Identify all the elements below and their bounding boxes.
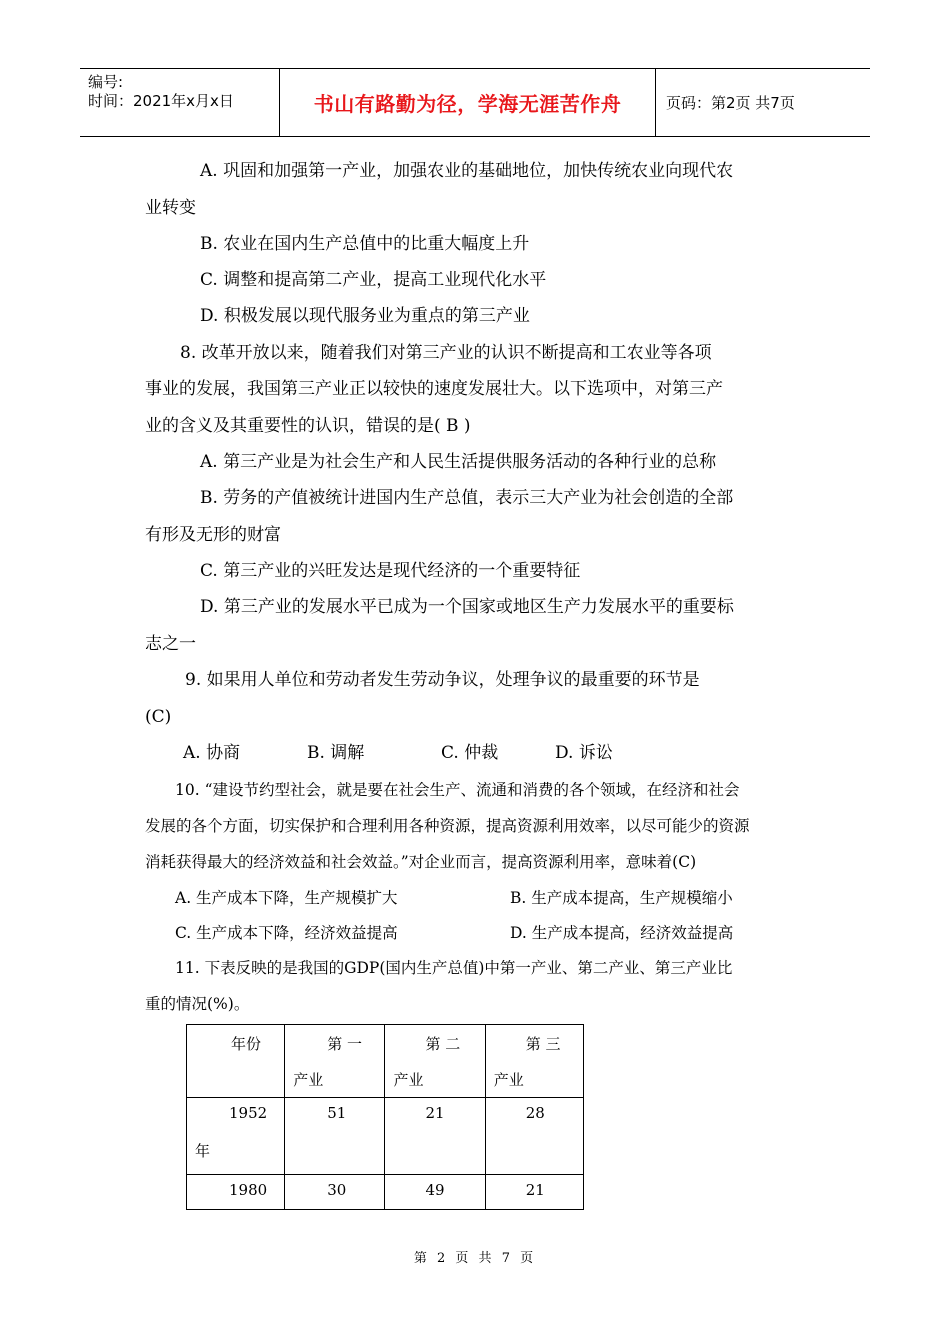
- q8-option-a: A. 第三产业是为社会生产和人民生活提供服务活动的各种行业的总称: [200, 452, 717, 472]
- q9-option-d: D. 诉讼: [555, 743, 613, 763]
- row1-year-suffix: 年: [195, 1142, 211, 1160]
- header-secondary-2: 产业: [393, 1071, 424, 1089]
- q7-option-a-cont: 业转变: [145, 198, 196, 218]
- q8-option-d: D. 第三产业的发展水平已成为一个国家或地区生产力发展水平的重要标: [200, 597, 734, 617]
- q10-stem-cont1: 发展的各个方面，切实保护和合理利用各种资源，提高资源利用效率，以尽可能少的资源: [145, 817, 750, 835]
- q7-option-a: A. 巩固和加强第一产业，加强农业的基础地位，加快传统农业向现代农: [200, 161, 734, 181]
- q10-stem: 10. “建设节约型社会，就是要在社会生产、流通和消费的各个领域，在经济和社会: [175, 781, 740, 799]
- q8-option-d-cont: 志之一: [145, 634, 196, 654]
- row1-tertiary: 28: [525, 1104, 545, 1122]
- q9-option-b: B. 调解: [307, 743, 365, 763]
- row1-year: 1952: [229, 1104, 268, 1122]
- header-page-info: 页码：第2页 共7页: [666, 94, 795, 112]
- table-row: [187, 1025, 584, 1098]
- q8-option-c: C. 第三产业的兴旺发达是现代经济的一个重要特征: [200, 561, 581, 581]
- q8-stem: 8. 改革开放以来，随着我们对第三产业的认识不断提高和工农业等各项: [180, 343, 712, 363]
- header-tertiary-2: 产业: [493, 1071, 524, 1089]
- time-label: 时间：2021年x月x日: [88, 92, 234, 110]
- q10-option-a: A. 生产成本下降，生产规模扩大: [175, 889, 398, 907]
- header-primary-1: 第 一: [327, 1035, 363, 1053]
- q9-option-a: A. 协商: [183, 743, 241, 763]
- header-meta: [80, 69, 280, 136]
- page-header: [80, 68, 870, 137]
- q11-stem: 11. 下表反映的是我国的GDP(国内生产总值)中第一产业、第二产业、第三产业比: [175, 959, 733, 977]
- row1-primary: 51: [327, 1104, 347, 1122]
- header-secondary-1: 第 二: [425, 1035, 461, 1053]
- q9-option-c: C. 仲裁: [441, 743, 499, 763]
- row1-secondary: 21: [425, 1104, 445, 1122]
- q7-option-d: D. 积极发展以现代服务业为重点的第三产业: [200, 306, 530, 326]
- gdp-table: [186, 1024, 584, 1210]
- row2-year: 1980: [229, 1181, 268, 1199]
- q8-option-b-cont: 有形及无形的财富: [145, 525, 281, 545]
- header-primary-2: 产业: [293, 1071, 324, 1089]
- q8-stem-cont2: 业的含义及其重要性的认识，错误的是( B ): [145, 416, 471, 436]
- q9-stem: 9. 如果用人单位和劳动者发生劳动争议，处理争议的最重要的环节是: [185, 670, 700, 690]
- header-tertiary-1: 第 三: [525, 1035, 561, 1053]
- q7-option-c: C. 调整和提高第二产业，提高工业现代化水平: [200, 270, 547, 290]
- q8-stem-cont1: 事业的发展，我国第三产业正以较快的速度发展壮大。以下选项中，对第三产: [145, 379, 723, 399]
- q9-answer: (C): [145, 707, 172, 727]
- header-motto: 书山有路勤为径，学海无涯苦作舟: [280, 69, 656, 136]
- row2-secondary: 49: [425, 1181, 445, 1199]
- table-row: [187, 1098, 584, 1175]
- q8-option-b: B. 劳务的产值被统计进国内生产总值，表示三大产业为社会创造的全部: [200, 488, 734, 508]
- q11-stem-cont: 重的情况(%)。: [145, 995, 250, 1013]
- q10-option-b: B. 生产成本提高，生产规模缩小: [510, 889, 733, 907]
- row2-tertiary: 21: [525, 1181, 545, 1199]
- q10-option-c: C. 生产成本下降，经济效益提高: [175, 924, 398, 942]
- q10-stem-cont2: 消耗获得最大的经济效益和社会效益。”对企业而言，提高资源利用率，意味着(C): [145, 853, 697, 871]
- number-label: 编号:: [88, 73, 124, 91]
- page-footer: 第 2 页 共 7 页: [413, 1251, 537, 1266]
- row2-primary: 30: [327, 1181, 347, 1199]
- header-year: 年份: [231, 1035, 262, 1053]
- q10-option-d: D. 生产成本提高，经济效益提高: [510, 924, 734, 942]
- q7-option-b: B. 农业在国内生产总值中的比重大幅度上升: [200, 234, 530, 254]
- table-row: [187, 1175, 584, 1210]
